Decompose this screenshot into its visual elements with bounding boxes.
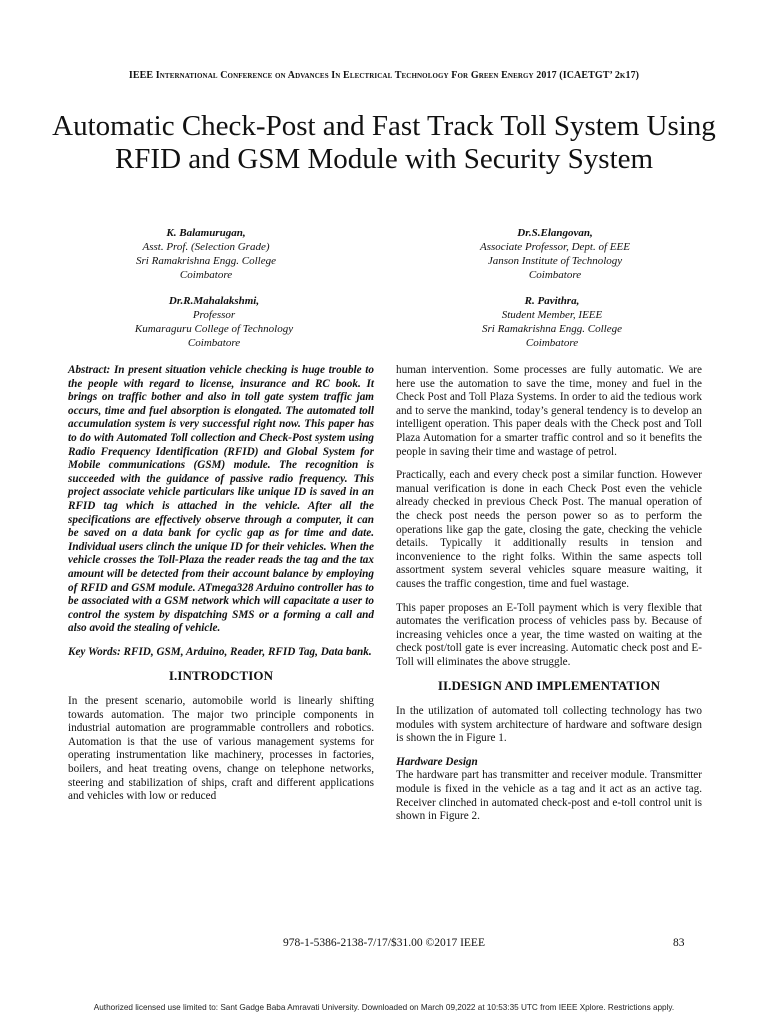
section-heading-design: II.DESIGN AND IMPLEMENTATION [437, 678, 661, 694]
author-name: Dr.R.Mahalakshmi, [168, 295, 260, 307]
paragraph: The hardware part has transmitter and receiver module. Transmitter module is fixed in the vehicle as a tag and it act as an active tag. Receiver clinched in automated check-post and e-toll control unit is shown in Figure 2. [396, 769, 702, 823]
paragraph: human intervention. Some processes are fully automatic. We are here use the automation to save the time, money and fuel in the Check Post and Toll Plaza Systems. In order to aid the tedious work and to serve the mankind, today’s general tendency is to develop an intelligent operation. This paper deals with the Check post and Toll Plaza Automation for a smarter traffic control and so it benefits the people in saving their time and wastage of petrol. [396, 364, 702, 458]
paper-title: Automatic Check-Post and Fast Track Toll System Using RFID and GSM Module with Security System [52, 110, 716, 175]
author-city: Coimbatore [528, 269, 582, 281]
author-role: Asst. Prof. (Selection Grade) [142, 241, 270, 253]
keywords: Key Words: RFID, GSM, Arduino, Reader, RFID Tag, Data bank. [68, 645, 372, 658]
paragraph: In the utilization of automated toll collecting technology has two modules with system architecture of hardware and software design is shown the in Figure 1. [396, 705, 702, 745]
author-institution: Sri Ramakrishna Engg. College [136, 255, 276, 267]
author-role: Student Member, IEEE [501, 309, 603, 321]
author-block-3 [84, 294, 344, 350]
author-name: R. Pavithra, [524, 295, 580, 307]
author-city: Coimbatore [187, 337, 241, 349]
license-notice: Authorized licensed use limited to: Sant Gadge Baba Amravati University. Downloaded on March 09,2022 at 10:53:35 UTC from IEEE Xplore. Restrictions apply. [93, 1003, 675, 1012]
left-column [68, 364, 374, 814]
author-city: Coimbatore [179, 269, 233, 281]
author-institution: Sri Ramakrishna Engg. College [482, 323, 622, 335]
section-heading-introduction: I.INTRODCTION [168, 668, 274, 684]
intro-paragraph: In the present scenario, automobile world is linearly shifting towards automation. The major two principle components in industrial automation are programmable controllers and robotics. Automation is that the use of various management systems for operating instrumentation like machinery, processes in factories, boilers, and heat treating ovens, change on telephone networks, steering and stabilization of ships, craft and different applications and vehicles with low or reduced [68, 695, 374, 803]
author-city: Coimbatore [525, 337, 579, 349]
page-number: 83 [673, 937, 685, 949]
conference-header: IEEE International Conference on Advances In Electrical Technology For Green Energy 2017 (ICAETGT’ 2k17) [128, 70, 640, 81]
paragraph: This paper proposes an E-Toll payment which is very flexible that automates the verification process of vehicles pass by. Because of increasing vehicles once a year, the time wasted on waiting at the check post/toll gate is ever increasing. Automatic check post and E-Toll will eliminates the above struggle. [396, 601, 702, 668]
author-role: Professor [192, 309, 236, 321]
author-block-4 [422, 294, 682, 350]
paragraph: Practically, each and every check post a similar function. However manual verification is done in each Check Post even the vehicle already checked in previous Check Post. The manual operation of the check post needs the person power so as to perform the operations like gap the gate, closing the gate, checking the vehicle details. Typically it additionally results in tension and inconvenience to the right folks. Within the same aspects toll assortment system several vehicles square measure waiting, it causes the traffic congestion, time and fuel wastage. [396, 469, 702, 590]
author-institution: Kumaraguru College of Technology [134, 323, 294, 335]
author-role: Associate Professor, Dept. of EEE [480, 241, 630, 253]
author-name: K. Balamurugan, [166, 227, 246, 239]
author-block-2 [425, 226, 685, 282]
right-column [396, 364, 702, 834]
subheading-hardware-design: Hardware Design [396, 755, 478, 768]
author-name: Dr.S.Elangovan, [517, 227, 593, 239]
author-institution: Janson Institute of Technology [487, 255, 623, 267]
abstract: Abstract: In present situation vehicle checking is huge trouble to the people with regard to license, insurance and RC book. It brings on traffic bother and also in toll gate system traffic jam occurs, time and fuel absorption is elongated. The automated toll accumulation system is very successful right now. This paper has to do with Automated Toll collection and Check-Post system using Radio Frequency Identification (RFID) and Global System for Mobile communications (GSM) module. The recognition is succeeded with the guidance of passive radio frequency. This project associate vehicle particulars like unique ID is saved in an RFID tag which is attached in the vehicle. After all the specifications are effectively observe through a computer, it can be saved on a data bank for cyclic gap as for time and date. Individual users clinch the unique ID for their vehicles. When the vehicle crosses the Toll-Plaza the reader reads the tag and the tax amount will be detected from their account balance by employing of RFID and GSM module. ATmega328 Arduino controller has to be associated with a GSM network which will capacitate a user to control the system by dispatching SMS or a forming a call and also avoid the stealing of vehicle. [68, 364, 374, 635]
author-block-1 [76, 226, 336, 282]
isbn-copyright: 978-1-5386-2138-7/17/$31.00 ©2017 IEEE [283, 937, 485, 949]
